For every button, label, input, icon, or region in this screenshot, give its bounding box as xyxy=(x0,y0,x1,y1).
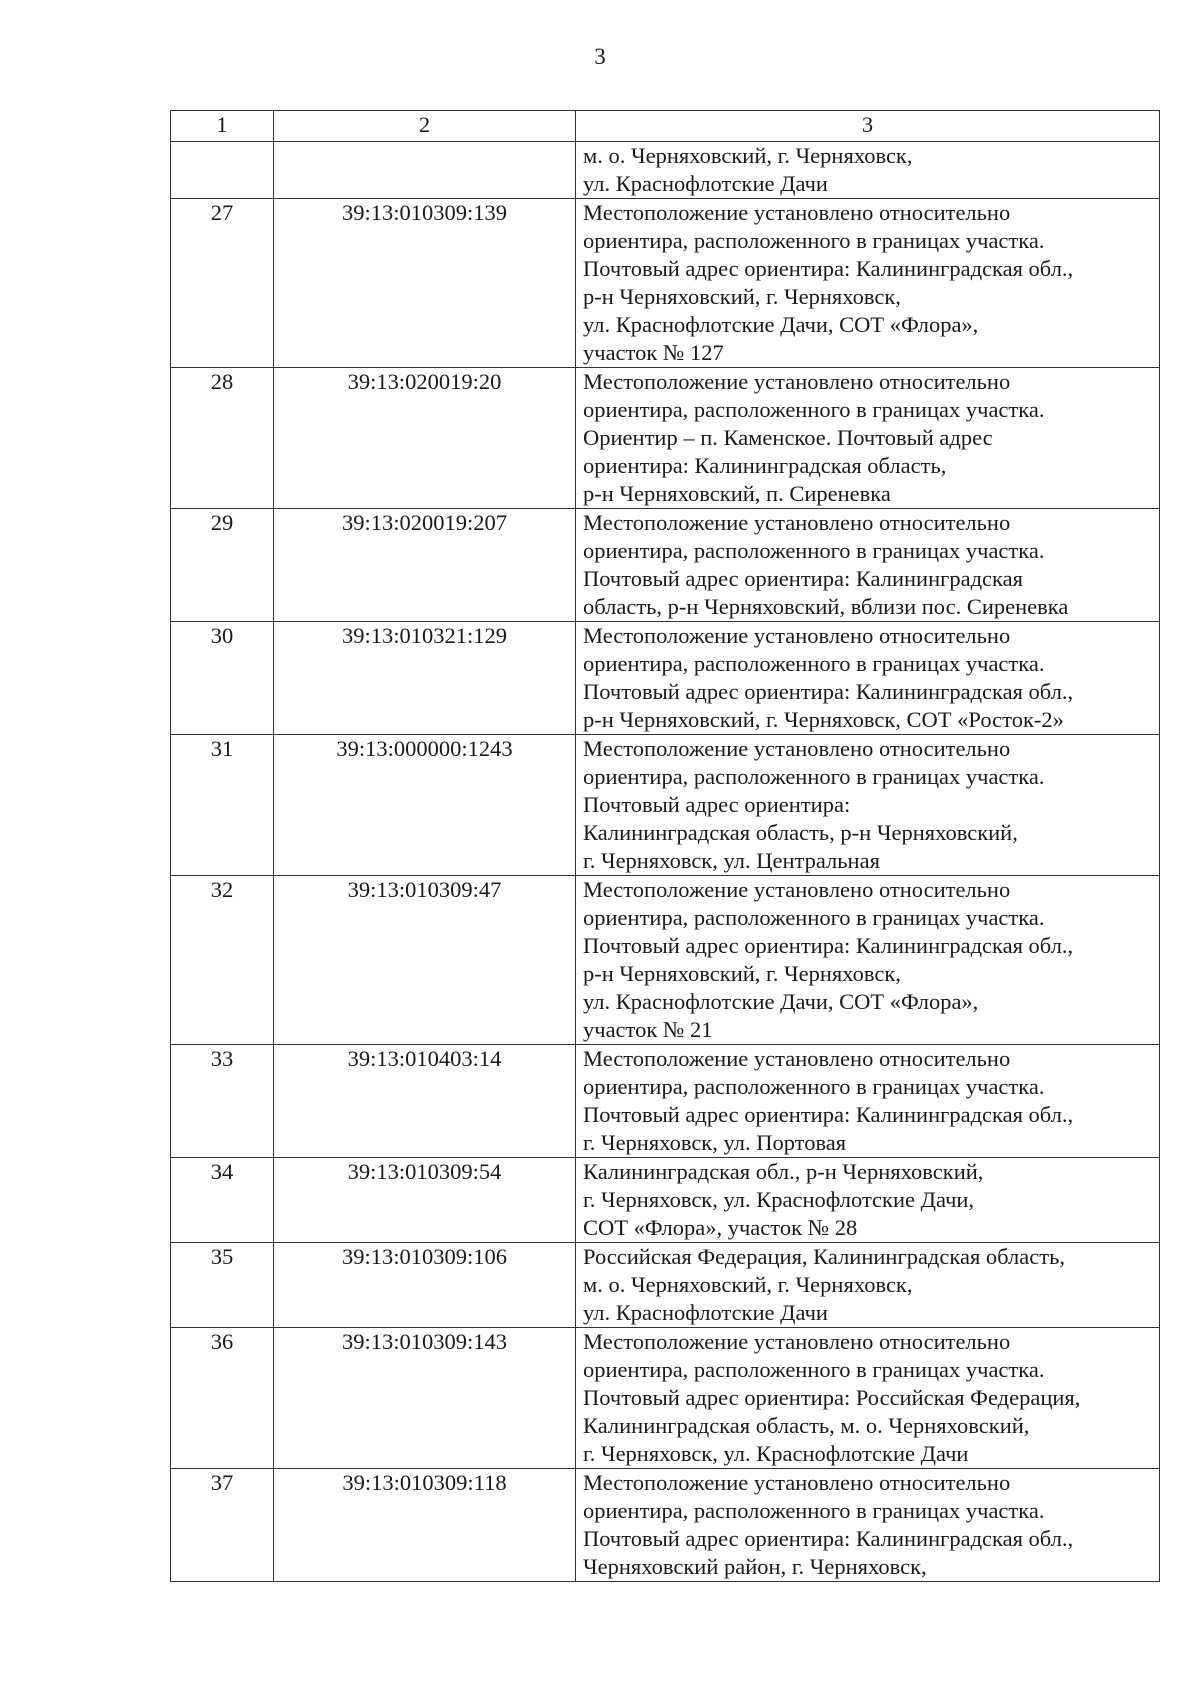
address-line: Почтовый адрес ориентира: Калининградская обл., xyxy=(583,679,1074,704)
address-line: ул. Краснофлотские Дачи xyxy=(583,1300,828,1325)
address-line: Местоположение установлено относительно xyxy=(583,510,1011,535)
address-line: область, р-н Черняховский, вблизи пос. Сиреневка xyxy=(583,594,1069,619)
row-number-cell: 36 xyxy=(171,1328,274,1469)
address-line: м. о. Черняховский, г. Черняховск, xyxy=(583,1272,913,1297)
row-number-cell: 32 xyxy=(171,876,274,1045)
cadastral-number-cell: 39:13:020019:20 xyxy=(274,368,576,509)
cadastral-number-cell: 39:13:010309:54 xyxy=(274,1158,576,1243)
table-row xyxy=(171,1328,1160,1469)
address-line: ориентира: Калининградская область, xyxy=(583,453,947,478)
address-line: участок № 21 xyxy=(583,1017,713,1042)
address-line: Калининградская обл., р-н Черняховский, xyxy=(583,1159,984,1184)
address-line: Почтовый адрес ориентира: Калининградская обл., xyxy=(583,1102,1074,1127)
table-row xyxy=(171,368,1160,509)
address-line: Местоположение установлено относительно xyxy=(583,369,1011,394)
cadastral-number-cell: 39:13:010321:129 xyxy=(274,622,576,735)
address-cell xyxy=(576,1243,1160,1328)
address-line: ул. Краснофлотские Дачи, СОТ «Флора», xyxy=(583,989,979,1014)
address-line: ориентира, расположенного в границах участка. xyxy=(583,538,1045,563)
address-line: р-н Черняховский, г. Черняховск, xyxy=(583,961,901,986)
cadastral-number-cell: 39:13:010309:139 xyxy=(274,199,576,368)
table-row xyxy=(171,876,1160,1045)
address-cell xyxy=(576,876,1160,1045)
address-line: Ориентир – п. Каменское. Почтовый адрес xyxy=(583,425,993,450)
table-row xyxy=(171,199,1160,368)
address-line: р-н Черняховский, г. Черняховск, СОТ «Росток-2» xyxy=(583,707,1064,732)
table-row xyxy=(171,1158,1160,1243)
address-line: Калининградская область, р-н Черняховский, xyxy=(583,820,1018,845)
cadastral-number-cell xyxy=(274,142,576,199)
address-line: р-н Черняховский, г. Черняховск, xyxy=(583,284,901,309)
table-row xyxy=(171,1243,1160,1328)
row-number-cell: 33 xyxy=(171,1045,274,1158)
address-line: Местоположение установлено относительно xyxy=(583,1046,1011,1071)
address-cell xyxy=(576,735,1160,876)
row-number-cell xyxy=(171,142,274,199)
table-row xyxy=(171,1045,1160,1158)
address-line: ориентира, расположенного в границах участка. xyxy=(583,1074,1045,1099)
address-line: Почтовый адрес ориентира: Калининградская обл., xyxy=(583,256,1074,281)
row-number-cell: 29 xyxy=(171,509,274,622)
address-line: Местоположение установлено относительно xyxy=(583,1329,1011,1354)
cadastral-number-cell: 39:13:000000:1243 xyxy=(274,735,576,876)
address-cell xyxy=(576,199,1160,368)
address-line: ориентира, расположенного в границах участка. xyxy=(583,764,1045,789)
address-line: ориентира, расположенного в границах участка. xyxy=(583,905,1045,930)
parcels-table-body xyxy=(171,111,1160,1582)
cadastral-number-cell: 39:13:010309:47 xyxy=(274,876,576,1045)
parcels-table xyxy=(170,110,1160,1582)
address-line: Почтовый адрес ориентира: xyxy=(583,792,851,817)
address-line: Почтовый адрес ориентира: Калининградская xyxy=(583,566,1023,591)
address-line: ул. Краснофлотские Дачи xyxy=(583,171,828,196)
cadastral-number-cell: 39:13:020019:207 xyxy=(274,509,576,622)
address-cell xyxy=(576,509,1160,622)
address-line: ул. Краснофлотские Дачи, СОТ «Флора», xyxy=(583,312,979,337)
row-number-cell: 30 xyxy=(171,622,274,735)
table-row xyxy=(171,509,1160,622)
address-line: Местоположение установлено относительно xyxy=(583,736,1011,761)
address-line: Черняховский район, г. Черняховск, xyxy=(583,1554,927,1579)
address-line: Местоположение установлено относительно xyxy=(583,877,1011,902)
address-line: Калининградская область, м. о. Черняховский, xyxy=(583,1413,1030,1438)
address-cell xyxy=(576,1328,1160,1469)
address-line: м. о. Черняховский, г. Черняховск, xyxy=(583,143,913,168)
address-line: г. Черняховск, ул. Центральная xyxy=(583,848,880,873)
address-line: СОТ «Флора», участок № 28 xyxy=(583,1215,858,1240)
row-number-cell: 37 xyxy=(171,1469,274,1582)
cadastral-number-cell: 39:13:010309:106 xyxy=(274,1243,576,1328)
column-header-3: 3 xyxy=(576,111,1160,142)
address-cell xyxy=(576,142,1160,199)
address-cell xyxy=(576,368,1160,509)
table-row xyxy=(171,735,1160,876)
address-line: ориентира, расположенного в границах участка. xyxy=(583,1357,1045,1382)
address-line: г. Черняховск, ул. Портовая xyxy=(583,1130,847,1155)
cadastral-number-cell: 39:13:010309:118 xyxy=(274,1469,576,1582)
table-header-row xyxy=(171,111,1160,142)
address-line: ориентира, расположенного в границах участка. xyxy=(583,228,1045,253)
row-number-cell: 34 xyxy=(171,1158,274,1243)
address-line: Почтовый адрес ориентира: Калининградская обл., xyxy=(583,1526,1074,1551)
address-line: Местоположение установлено относительно xyxy=(583,200,1011,225)
address-line: Почтовый адрес ориентира: Российская Федерация, xyxy=(583,1385,1081,1410)
address-line: участок № 127 xyxy=(583,340,724,365)
table-row xyxy=(171,622,1160,735)
address-line: ориентира, расположенного в границах участка. xyxy=(583,1498,1045,1523)
address-line: ориентира, расположенного в границах участка. xyxy=(583,397,1045,422)
column-header-2: 2 xyxy=(274,111,576,142)
address-line: Российская Федерация, Калининградская область, xyxy=(583,1244,1065,1269)
address-cell xyxy=(576,1469,1160,1582)
address-cell xyxy=(576,622,1160,735)
cadastral-number-cell: 39:13:010309:143 xyxy=(274,1328,576,1469)
table-row xyxy=(171,142,1160,199)
address-cell xyxy=(576,1158,1160,1243)
cadastral-number-cell: 39:13:010403:14 xyxy=(274,1045,576,1158)
address-line: Местоположение установлено относительно xyxy=(583,623,1011,648)
table-row xyxy=(171,1469,1160,1582)
address-line: р-н Черняховский, п. Сиреневка xyxy=(583,481,891,506)
page-number: 3 xyxy=(594,44,606,69)
column-header-1: 1 xyxy=(171,111,274,142)
row-number-cell: 28 xyxy=(171,368,274,509)
address-line: ориентира, расположенного в границах участка. xyxy=(583,651,1045,676)
address-line: Местоположение установлено относительно xyxy=(583,1470,1011,1495)
address-line: г. Черняховск, ул. Краснофлотские Дачи, xyxy=(583,1187,975,1212)
row-number-cell: 35 xyxy=(171,1243,274,1328)
address-line: г. Черняховск, ул. Краснофлотские Дачи xyxy=(583,1441,969,1466)
address-cell xyxy=(576,1045,1160,1158)
row-number-cell: 27 xyxy=(171,199,274,368)
row-number-cell: 31 xyxy=(171,735,274,876)
address-line: Почтовый адрес ориентира: Калининградская обл., xyxy=(583,933,1074,958)
